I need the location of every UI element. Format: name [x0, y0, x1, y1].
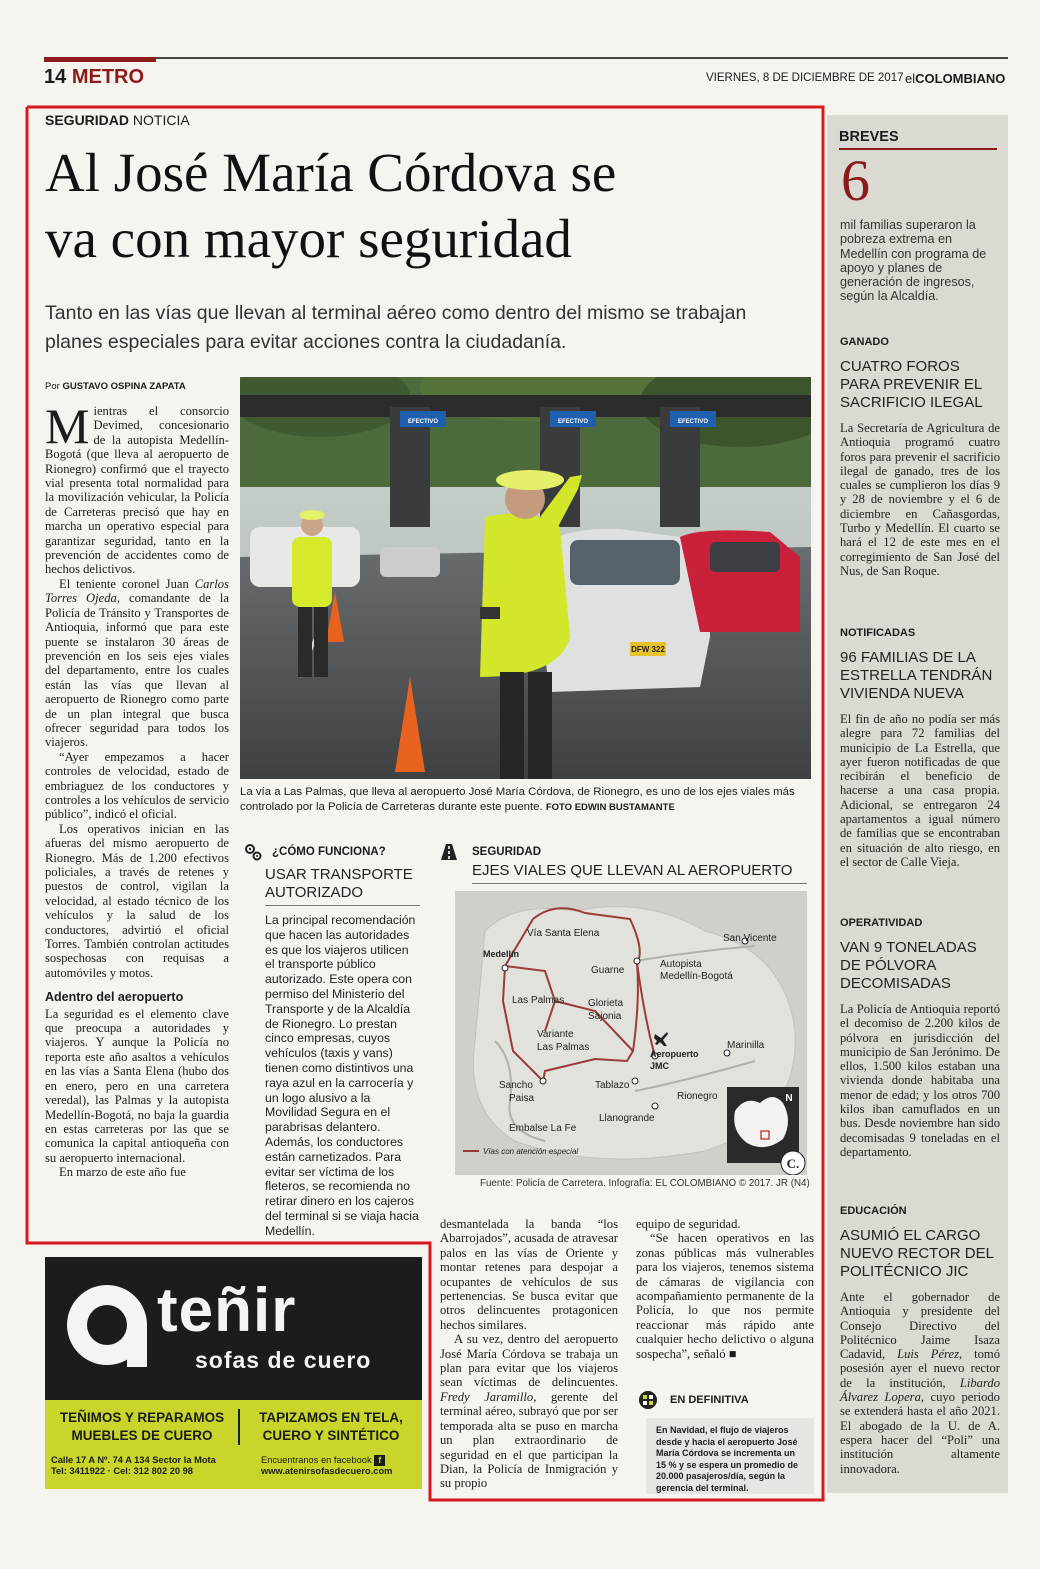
page-number: 14 METRO — [44, 66, 145, 88]
end-mark: ■ — [728, 1346, 737, 1361]
svg-text:Embalse La Fe: Embalse La Fe — [509, 1123, 577, 1134]
svg-text:Sajonia: Sajonia — [588, 1011, 622, 1022]
definitiva-kicker: EN DEFINITIVA — [670, 1394, 749, 1406]
section-name: METRO — [71, 66, 145, 88]
article-column-4: equipo de seguridad. “Se hacen operativos en las zonas públicas más vulnerables para los viajeros, tenemos sistema de cámaras de vigilancia con acompañamiento permanente de la Policía, lo que nos permite reaccionar más rápido ante cualquier hecho delictivo o alguna sospecha”, señaló ■ — [636, 1217, 814, 1361]
svg-text:Vía Santa Elena: Vía Santa Elena — [527, 928, 600, 939]
svg-text:JMC: JMC — [650, 1061, 670, 1071]
brief-title: 96 FAMILIAS DE LA ESTRELLA TENDRÁN VIVIENDA NUEVA — [840, 649, 993, 702]
map-title: EJES VIALES QUE LLEVAN AL AEROPUERTO — [472, 862, 793, 879]
svg-text:N: N — [785, 1093, 793, 1104]
ad-subtitle: sofas de cuero — [195, 1347, 372, 1373]
issue-date: VIERNES, 8 DE DICIEMBRE DE 2017 — [706, 72, 904, 84]
svg-text:Las Palmas: Las Palmas — [537, 1042, 590, 1053]
brief-body: Ante el gobernador de Antioquia y presidente del Consejo Directivo del Politécnico Jaime Isaza Cadavid, Luis Pérez, tomó posesión ayer el nuevo rector de la institución, Libardo Álvarez Lopera, cuyo periodo se extenderá hasta el año 2021. El abogado de la U. de A. espera hacer del “Poli” una institución altamente innovadora. — [840, 1290, 1000, 1476]
definitiva-text: En Navidad, el flujo de viajeros desde y hacia el aeropuerto José María Córdova se incrementa un 15 % y se espera un promedio de 20.000 pasajeros/día, según la gerencia del terminal. — [656, 1425, 799, 1493]
ad-brand: teñir — [157, 1276, 297, 1345]
ad-service-1: TEÑIMOS Y REPARAMOS MUEBLES DE CUERO — [59, 1410, 225, 1443]
brief-section: NOTIFICADAS — [840, 627, 916, 639]
article-headline: Al José María Córdova se va con mayor seguridad — [45, 142, 617, 269]
drop-cap: M — [45, 398, 90, 454]
brief-body: La Policía de Antioquia reportó el decomiso de 2.200 kilos de pólvora en jurisdicción del municipio de San Jerónimo. De ellos, 1.500 kilos estaban una vivienda donde habitaba una menor de edad; y los otros 700 kilos iban camuflados en un bus. Desde noviembre han sido decomisadas 9 toneladas en el departamento. — [840, 1002, 1000, 1159]
newspaper-brand: elCOLOMBIANO — [905, 71, 1006, 86]
brief-title: ASUMIÓ EL CARGO NUEVO RECTOR DEL POLITÉCNICO JIC — [840, 1227, 994, 1280]
how-box-kicker: ¿CÓMO FUNCIONA? — [272, 846, 386, 858]
svg-text:Sancho: Sancho — [499, 1080, 533, 1091]
brief-section: EDUCACIÓN — [840, 1205, 907, 1217]
svg-text:Guarne: Guarne — [591, 965, 625, 976]
svg-text:Medellín: Medellín — [483, 949, 520, 959]
byline: Por GUSTAVO OSPINA ZAPATA — [45, 381, 186, 392]
ad-web[interactable]: Encuentranos en facebook f www.atenirsofasdecuero.com — [261, 1455, 393, 1476]
briefs-big-number: 6 — [841, 148, 870, 213]
article-subhead: Adentro del aeropuerto — [45, 990, 184, 1005]
brief-section: OPERATIVIDAD — [840, 917, 923, 929]
article-column-1: Mientras el consorcio Devimed, concesionario de la autopista Medellín-Bogotá (que lleva al aeropuerto de Rionegro) confirmó que el trayecto vial presenta total normalidad para la movilización vehicular, la Policía de Carreteras precisó que hay en marcha un operativo especial para garantizar seguridad, tanto en la prevención de accidentes como de hechos delictivos. El teniente coronel Juan Carlos Torres Ojeda, comandante de la Policía de Tránsito y Transportes de Antioquia, informó que para este puente se instalaron 30 áreas de prevención en los seis ejes viales del departamento, entre los cuales están las vías que llevan al aeropuerto de Rionegro como parte de un plan integral que busca ofrecer seguridad para todos los viajeros. “Ayer empezamos a hacer controles de velocidad, estado de embriaguez de los conductores y controles a los vehículos de servicio público”, indicó el oficial. Los operativos inician en las afueras del mismo aeropuerto de Rionegro. Más de 1.200 efectivos policiales, a través de retenes y puestos de control, vigilan la velocidad, al estado técnico de los vehículos y la salud de los conductores, advirtió el oficial Torres. También controlan actitudes sospechosas con requisas a automóviles y motos. Adentro del aeropuerto La seguridad es el elemento clave que preocupa a autoridades y viajeros. Y aunque la Policía no reporta este año asaltos a vehículos en las vías a Santa Elena (hubo dos en enero, pero en una carretera veredal), las Palmas y la autopista Medellín-Bogotá, no baja la guardia en estas carreteras por las que se comunica la capital antioqueña con su aeropuerto internacional. En marzo de este año fue — [45, 398, 229, 1180]
brief-section: GANADO — [840, 336, 889, 348]
briefs-label: BREVES — [839, 129, 899, 145]
map-kicker: SEGURIDAD — [472, 846, 542, 858]
photo-credit: FOTO EDWIN BUSTAMANTE — [545, 802, 675, 813]
svg-text:C.: C. — [786, 1156, 800, 1171]
svg-text:San Vicente: San Vicente — [723, 933, 777, 944]
svg-text:EFECTIVO: EFECTIVO — [407, 419, 439, 425]
ad-website[interactable]: www.atenirsofasdecuero.com — [261, 1466, 393, 1476]
svg-text:Autopista: Autopista — [660, 959, 702, 970]
svg-text:EFECTIVO: EFECTIVO — [557, 419, 589, 425]
svg-text:DFW 322: DFW 322 — [631, 645, 665, 654]
brief-body: La Secretaría de Agricultura de Antioquia programó cuatro foros para prevenir el sacrificio ilegal de ganado, tres de los cuales se cumplieron los días 9 y 28 de noviembre y el 6 de diciembre en Cañasgordas, Turbo y Medellín. El cuarto se hará el 12 de este mes en el corregimiento de San José del Nus, de San Roque. — [840, 421, 1000, 578]
svg-text:Medellín-Bogotá: Medellín-Bogotá — [660, 971, 733, 982]
ad-address: Calle 17 A Nº. 74 A 134 Sector la Mota Tel: 3411922 · Cel: 312 802 20 98 — [51, 1455, 216, 1476]
article-kicker: SEGURIDAD NOTICIA — [45, 112, 190, 128]
map-source: Fuente: Policía de Carretera. Infografía: EL COLOMBIANO © 2017. JR (N4) — [480, 1178, 810, 1189]
svg-text:Llanogrande: Llanogrande — [599, 1113, 655, 1124]
svg-text:Rionegro: Rionegro — [677, 1091, 718, 1102]
svg-text:Paisa: Paisa — [509, 1093, 535, 1104]
article-deck: Tanto en las vías que llevan al terminal aéreo como dentro del mismo se trabajan planes especiales para evitar acciones contra la ciudadanía. — [45, 302, 747, 353]
svg-text:Las Palmas: Las Palmas — [512, 995, 565, 1006]
photo-caption: La vía a Las Palmas, que lleva al aeropuerto José María Córdova, de Rionegro, es uno de los ejes viales más controlado por la Policía de Carreteras durante este puente. FOTO EDWIN BUSTAMANTE — [240, 786, 795, 813]
svg-text:Aeropuerto: Aeropuerto — [650, 1049, 699, 1059]
how-box-title: USAR TRANSPORTE AUTORIZADO — [265, 866, 413, 901]
brief-title: CUATRO FOROS PARA PREVENIR EL SACRIFICIO ILEGAL — [840, 358, 983, 411]
briefs-lead: mil familias superaron la pobreza extrema en Medellín con programa de apoyo y planes de generación de ingresos, según la Alcaldía. — [840, 218, 987, 304]
brief-title: VAN 9 TONELADAS DE PÓLVORA DECOMISADAS — [840, 939, 977, 992]
ad-service-2: TAPIZAMOS EN TELA, CUERO Y SINTÉTICO — [259, 1410, 403, 1443]
svg-text:EFECTIVO: EFECTIVO — [677, 419, 709, 425]
svg-text:Tablazo: Tablazo — [595, 1080, 630, 1091]
brief-body: El fin de año no podía ser más alegre para 72 familias del municipio de La Estrella, que ayer fueron notificadas de que recibirán el beneficio de hacerse a una casa propia. Adicional, se entregaron 24 apartamentos a igual número de familias que se encontraban en situación de alto riesgo, en el sector de Calle Vieja. — [840, 712, 1000, 869]
svg-text:Glorieta: Glorieta — [588, 998, 624, 1009]
facebook-icon: f — [374, 1455, 385, 1466]
svg-text:Variante: Variante — [537, 1029, 574, 1040]
how-box-body: La principal recomendación que hacen las autoridades es que los viajeros utilicen el transporte público autorizado. Este opera con permiso del Ministerio del Transporte y de la Alcaldía de Rionegro. Lo prestan cinco empresas, cuyos vehículos (taxis y vans) tienen como distintivos una raya azul en la carrocería y un logo alusivo a la Movilidad Segura en el parabrisas delantero. Además, los conductores están carnetizados. Para evitar ser víctima de los fleteros, se recomienda no retirar dinero en los cajeros del terminal si se viaja hacia Medellín. — [265, 913, 419, 1238]
svg-text:Vías con atención especial: Vías con atención especial — [483, 1147, 579, 1156]
article-column-3: desmantelada la banda “los Abarrojados”, acusada de atravesar palos en las vías de Oriente y montar retenes para despojar a ocupantes de vehículos de sus pertenencias. Se busca evitar que otros delincuentes protagonicen hechos similares. A su vez, dentro del aeropuerto José María Córdova se trabaja un plan para evitar que los viajeros sean víctimas de delincuentes. Fredy Jaramillo, gerente del terminal aéreo, subrayó que por ser temporada alta se puso en marcha un plan extraordinario de seguridad en el que participan la Dian, la Policía de Inmigración y su propio — [440, 1217, 618, 1491]
svg-text:Marinilla: Marinilla — [727, 1040, 765, 1051]
